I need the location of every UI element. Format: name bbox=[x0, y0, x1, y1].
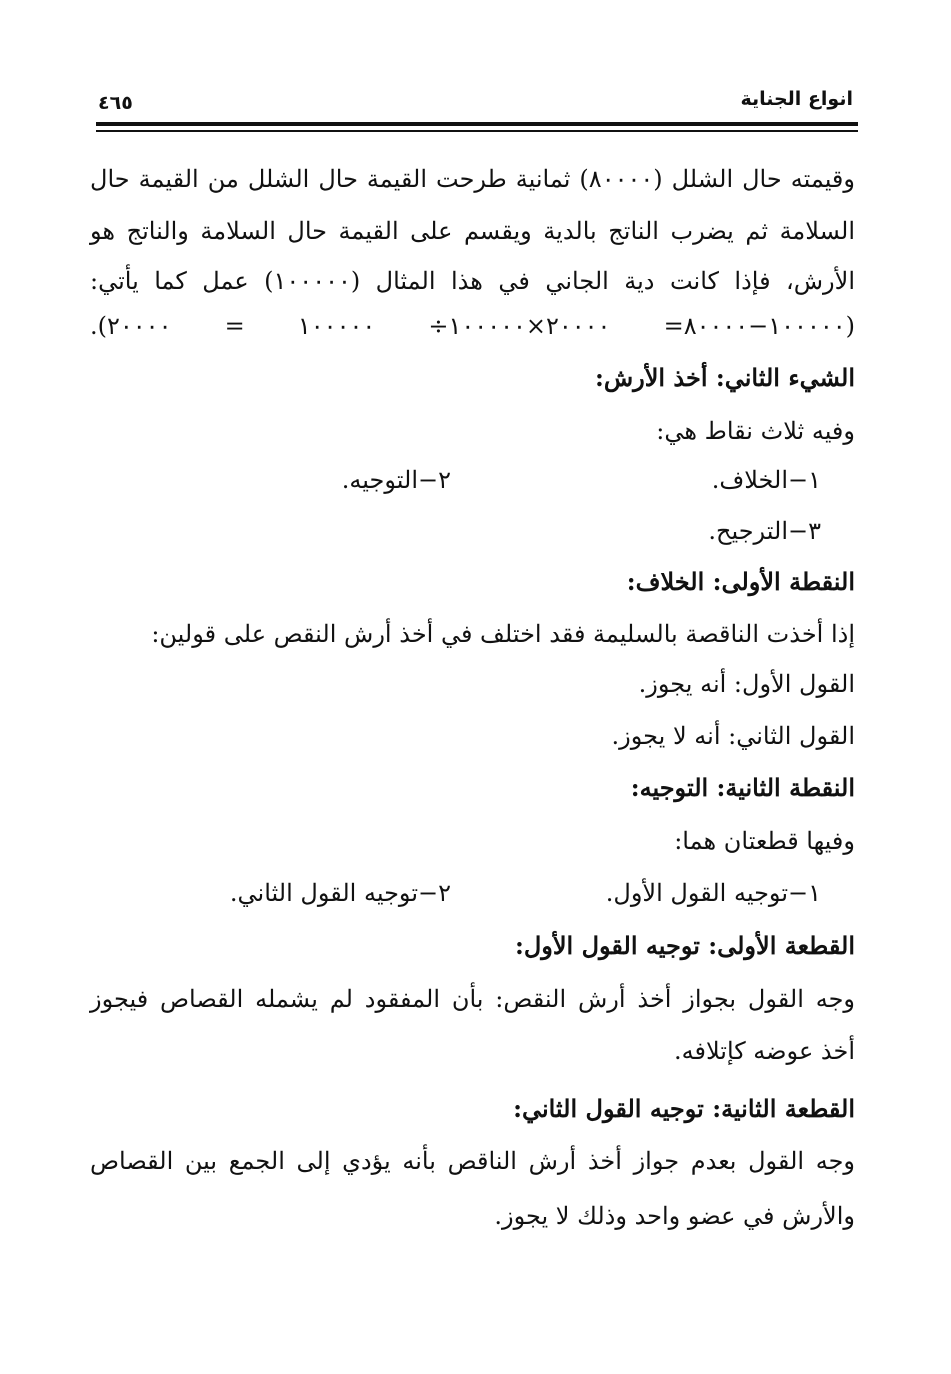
list-item: ٢−التوجيه. bbox=[341, 466, 451, 494]
paragraph-line: وجه القول بعدم جواز أخذ أرش الناقص بأنه يؤدي إلى الجمع بين القصاص bbox=[90, 1147, 855, 1175]
paragraph-line: وقيمته حال الشلل (٨٠٠٠٠) ثمانية طرحت القيمة حال الشلل من القيمة حال bbox=[90, 165, 855, 193]
list-item: ١−توجيه القول الأول. bbox=[605, 879, 821, 907]
list-item: ٣−الترجيح. bbox=[708, 517, 821, 545]
paragraph-line: وفيها قطعتان هما: bbox=[674, 827, 855, 855]
running-header-title: انواع الجناية bbox=[740, 88, 853, 110]
list-item: ٢−توجيه القول الثاني. bbox=[229, 879, 451, 907]
list-item: ١−الخلاف. bbox=[711, 466, 821, 494]
section-heading: القطعة الثانية: توجيه القول الثاني: bbox=[513, 1094, 855, 1123]
paragraph-line: وجه القول بجواز أخذ أرش النقص: بأن المفقود لم يشمله القصاص فيجوز bbox=[90, 985, 855, 1013]
equation-line: (١٠٠٠٠٠−٨٠٠٠٠= ٢٠٠٠٠×١٠٠٠٠٠÷ ١٠٠٠٠٠ = ٢٠٠٠٠). bbox=[90, 312, 855, 340]
header-rule-thin bbox=[96, 130, 858, 132]
page-number: ٤٦٥ bbox=[98, 92, 133, 114]
paragraph-line: الأرش، فإذا كانت دية الجاني في هذا المثال (١٠٠٠٠٠) عمل كما يأتي: bbox=[90, 267, 855, 295]
paragraph-line: والأرش في عضو واحد وذلك لا يجوز. bbox=[494, 1202, 855, 1230]
section-heading: النقطة الثانية: التوجيه: bbox=[630, 773, 855, 802]
paragraph-line: القول الأول: أنه يجوز. bbox=[638, 670, 855, 698]
paragraph-line: السلامة ثم يضرب الناتج بالدية ويقسم على القيمة حال السلامة والناتج هو bbox=[90, 217, 855, 245]
section-heading: النقطة الأولى: الخلاف: bbox=[626, 567, 855, 596]
paragraph-line: وفيه ثلاث نقاط هي: bbox=[656, 417, 855, 445]
header-rule-thick bbox=[96, 122, 858, 126]
paragraph-line: القول الثاني: أنه لا يجوز. bbox=[611, 722, 855, 750]
section-heading: الشيء الثاني: أخذ الأرش: bbox=[594, 363, 855, 392]
paragraph-line: إذا أخذت الناقصة بالسليمة فقد اختلف في أخذ أرش النقص على قولين: bbox=[151, 620, 855, 648]
paragraph-line: أخذ عوضه كإتلافه. bbox=[673, 1037, 855, 1065]
section-heading: القطعة الأولى: توجيه القول الأول: bbox=[514, 931, 855, 960]
